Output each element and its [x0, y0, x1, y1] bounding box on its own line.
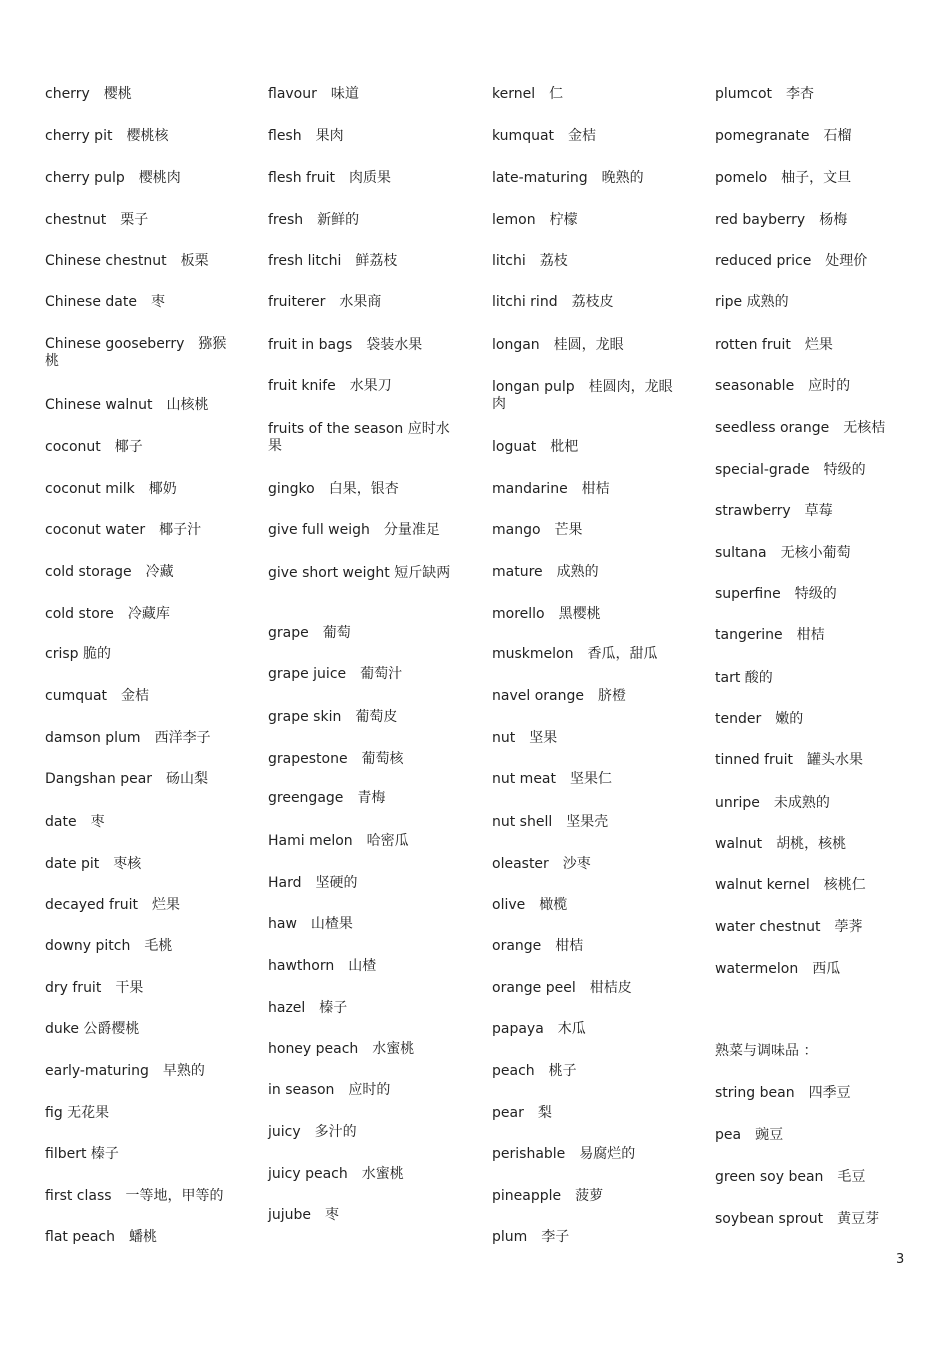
page-number: 3: [896, 1252, 905, 1267]
vocab-entry: reduced price 处理价: [715, 253, 868, 269]
vocab-entry: rotten fruit 烂果: [715, 337, 833, 353]
vocab-entry: coconut 椰子: [45, 439, 143, 455]
vocab-entry: gingko 白果，银杏: [268, 481, 399, 497]
vocab-entry: papaya 木瓜: [492, 1021, 586, 1037]
vocab-entry: fruits of the season 应时水果: [268, 421, 450, 454]
vocab-entry: longan 桂圆，龙眼: [492, 337, 624, 353]
vocab-entry: decayed fruit 烂果: [45, 897, 180, 913]
vocab-entry: olive 橄榄: [492, 897, 568, 913]
vocab-entry: oleaster 沙枣: [492, 856, 591, 872]
vocab-entry: give full weigh 分量准足: [268, 522, 440, 538]
vocab-entry: walnut 胡桃，核桃: [715, 836, 847, 852]
vocab-entry: cherry pit 樱桃核: [45, 128, 169, 144]
vocab-entry: date pit 枣核: [45, 856, 142, 872]
vocab-entry: jujube 枣: [268, 1207, 340, 1223]
vocab-entry: mandarine 柑桔: [492, 481, 610, 497]
section-heading: 熟菜与调味品 ：: [715, 1043, 818, 1059]
vocab-entry: nut meat 坚果仁: [492, 771, 613, 787]
vocab-entry: cumquat 金桔: [45, 688, 150, 704]
vocab-entry: nut shell 坚果壳: [492, 814, 609, 830]
vocab-entry: ripe 成熟的: [715, 294, 789, 310]
vegetable-entry: string bean 四季豆: [715, 1085, 851, 1101]
vocab-entry: flesh fruit 肉质果: [268, 170, 391, 186]
vocab-entry: seasonable 应时的: [715, 378, 851, 394]
vocab-entry: date 枣: [45, 814, 105, 830]
vocab-entry: downy pitch 毛桃: [45, 938, 173, 954]
vocab-entry: orange peel 柑桔皮: [492, 980, 632, 996]
vocab-entry: first class 一等地，甲等的: [45, 1188, 224, 1204]
vocab-entry: loguat 枇杷: [492, 439, 579, 455]
vocab-entry: nut 坚果: [492, 730, 558, 746]
vocab-entry: chestnut 栗子: [45, 212, 149, 228]
vocab-entry: in season 应时的: [268, 1082, 391, 1098]
vocab-entry: late-maturing 晚熟的: [492, 170, 644, 186]
vocab-entry: damson plum 西洋李子: [45, 730, 211, 746]
vocab-entry: perishable 易腐烂的: [492, 1146, 636, 1162]
vegetable-entry: soybean sprout 黄豆芽: [715, 1211, 880, 1227]
vocab-entry: sultana 无核小葡萄: [715, 545, 851, 561]
vocab-entry: navel orange 脐橙: [492, 688, 626, 704]
vocab-entry: fresh 新鲜的: [268, 212, 360, 228]
vocab-entry: cherry pulp 樱桃肉: [45, 170, 181, 186]
vocab-entry: mango 芒果: [492, 522, 583, 538]
vocab-entry: watermelon 西瓜: [715, 961, 841, 977]
vocab-entry: pomegranate 石榴: [715, 128, 852, 144]
vocab-entry: early-maturing 早熟的: [45, 1063, 205, 1079]
vocab-entry: Dangshan pear 砀山梨: [45, 771, 209, 787]
vocab-entry: special-grade 特级的: [715, 462, 866, 478]
vocab-entry: tart 酸的: [715, 670, 773, 686]
vocab-entry: Hard 坚硬的: [268, 875, 358, 891]
vocab-entry: walnut kernel 核桃仁: [715, 877, 866, 893]
vocab-entry: mature 成熟的: [492, 564, 599, 580]
vocab-entry: grape juice 葡萄汁: [268, 666, 403, 682]
vocab-entry: cold storage 冷藏: [45, 564, 174, 580]
vocab-entry: pear 梨: [492, 1105, 552, 1121]
vocab-entry: superfine 特级的: [715, 586, 837, 602]
vocab-entry: grape skin 葡萄皮: [268, 709, 398, 725]
vocab-entry: Chinese chestnut 板栗: [45, 253, 209, 269]
vocab-entry: filbert 榛子: [45, 1146, 119, 1162]
vocab-entry: cold store 冷藏库: [45, 606, 170, 622]
vocab-entry: grape 葡萄: [268, 625, 351, 641]
vocab-entry: litchi 荔枝: [492, 253, 568, 269]
vocab-entry: pomelo 柚子，文旦: [715, 170, 852, 186]
vocab-entry: fruiterer 水果商: [268, 294, 382, 310]
vocab-entry: water chestnut 荸荠: [715, 919, 863, 935]
vocab-entry: flat peach 蟠桃: [45, 1229, 157, 1245]
vocab-entry: coconut water 椰子汁: [45, 522, 202, 538]
vocab-entry: hawthorn 山楂: [268, 958, 377, 974]
vocab-entry: unripe 未成熟的: [715, 795, 830, 811]
vocab-entry: Chinese walnut 山核桃: [45, 397, 209, 413]
vocab-entry: tinned fruit 罐头水果: [715, 752, 864, 768]
vocab-entry: tender 嫩的: [715, 711, 804, 727]
vocab-entry: fresh litchi 鲜荔枝: [268, 253, 398, 269]
vocab-entry: juicy peach 水蜜桃: [268, 1166, 404, 1182]
vocab-entry: coconut milk 椰奶: [45, 481, 177, 497]
vocab-entry: crisp 脆的: [45, 646, 111, 662]
vocab-entry: pineapple 菠萝: [492, 1188, 604, 1204]
vocab-entry: litchi rind 荔枝皮: [492, 294, 614, 310]
vocab-entry: Hami melon 哈密瓜: [268, 833, 409, 849]
vocab-entry: seedless orange 无核桔: [715, 420, 886, 436]
vocab-entry: kumquat 金桔: [492, 128, 597, 144]
vocab-entry: cherry 樱桃: [45, 86, 132, 102]
vocab-entry: grapestone 葡萄核: [268, 751, 404, 767]
vocab-entry: dry fruit 干果: [45, 980, 144, 996]
vocab-entry: flavour 味道: [268, 86, 359, 102]
vocab-entry: flesh 果肉: [268, 128, 344, 144]
vocab-entry: plum 李子: [492, 1229, 570, 1245]
vocab-entry: morello 黑樱桃: [492, 606, 601, 622]
vocab-entry: orange 柑桔: [492, 938, 584, 954]
vocab-entry: hazel 榛子: [268, 1000, 348, 1016]
vocab-entry: lemon 柠檬: [492, 212, 578, 228]
vocab-entry: fig 无花果: [45, 1105, 110, 1121]
vocab-entry: tangerine 柑桔: [715, 627, 825, 643]
vocab-entry: Chinese gooseberry 猕猴桃: [45, 336, 227, 369]
vocab-entry: red bayberry 杨梅: [715, 212, 848, 228]
vocab-entry: peach 桃子: [492, 1063, 577, 1079]
vocab-entry: greengage 青梅: [268, 790, 386, 806]
vocab-entry: fruit in bags 袋装水果: [268, 337, 423, 353]
vocab-entry: muskmelon 香瓜，甜瓜: [492, 646, 658, 662]
vocab-entry: juicy 多汁的: [268, 1124, 357, 1140]
vocab-entry: strawberry 草莓: [715, 503, 833, 519]
vocab-entry: longan pulp 桂圆肉，龙眼肉: [492, 379, 673, 412]
vocab-entry: duke 公爵樱桃: [45, 1021, 140, 1037]
vegetable-entry: green soy bean 毛豆: [715, 1169, 866, 1185]
vocab-entry: fruit knife 水果刀: [268, 378, 392, 394]
vocab-entry: plumcot 李杏: [715, 86, 815, 102]
vocab-entry: kernel 仁: [492, 86, 564, 102]
vocab-entry: give short weight 短斤缺两: [268, 565, 451, 581]
vocab-entry: Chinese date 枣: [45, 294, 165, 310]
vocab-entry: haw 山楂果: [268, 916, 353, 932]
vocab-entry: honey peach 水蜜桃: [268, 1041, 415, 1057]
vegetable-entry: pea 豌豆: [715, 1127, 784, 1143]
